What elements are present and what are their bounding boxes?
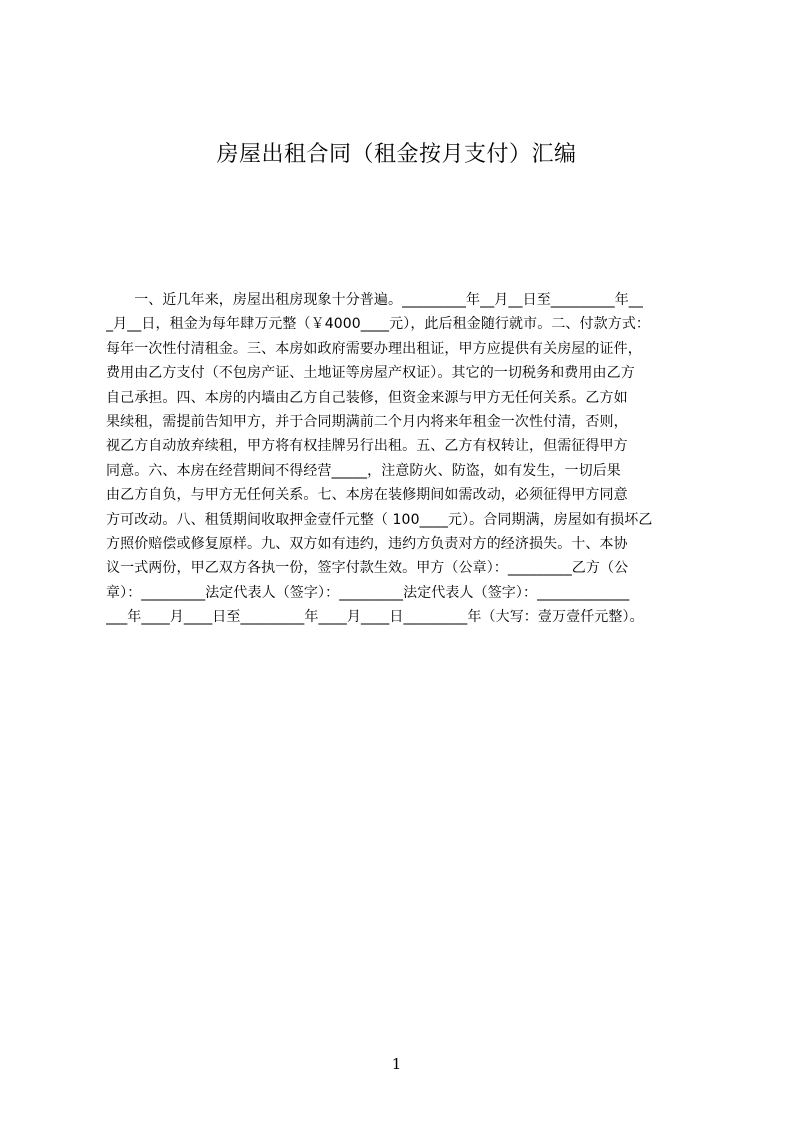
body-line: 方可改动。八、租赁期间收取押金壹仟元整（ 100____元）。合同期满，房屋如有损坏乙 [106,511,653,528]
body-line: _月__日，租金为每年肆万元整（￥4000____元），此后租金随行就市。二、付款方式： [106,316,651,333]
page-title: 房屋出租合同（租金按月支付）汇编 [216,142,577,167]
body-line: 章）：_________法定代表人（签字）：_________法定代表人（签字）：_____________ [106,584,630,601]
body-line: 视乙方自动放弃续租，甲方将有权挂牌另行出租。五、乙方有权转让，但需征得甲方 [106,438,628,455]
body-line: 议一式两份，甲乙双方各执一份，签字付款生效。甲方（公章）：_________乙方（公 [106,560,629,577]
body-line: 由乙方自负，与甲方无任何关系。七、本房在装修期间如需改动，必须征得甲方同意 [106,487,628,504]
body-line: ___年____月____日至_________年____月____日_________年（大写：壹万壹仟元整）。 [106,609,644,626]
body-line: 一、近几年来，房屋出租房现象十分普遍。_________年__月__日至_________年__ [106,292,643,308]
body-line: 同意。六、本房在经营期间不得经营_____，注意防火、防盗，如有发生，一切后果 [106,462,621,479]
page-number: 1 [391,1055,402,1073]
body-line: 果续租，需提前告知甲方，并于合同期满前二个月内将来年租金一次性付清，否则， [106,413,628,430]
body-line: 方照价赔偿或修复原样。九、双方如有违约，违约方负责对方的经济损失。十、本协 [106,535,628,552]
body-line: 每年一次性付清租金。三、本房如政府需要办理出租证，甲方应提供有关房屋的证件， [106,340,642,357]
body-line: 自己承担。四、本房的内墙由乙方自己装修，但资金来源与甲方无任何关系。乙方如 [106,389,628,406]
body-line: 费用由乙方支付（不包房产证、土地证等房屋产权证）。其它的一切税务和费用由乙方 [106,365,635,382]
contract-body [106,288,698,629]
